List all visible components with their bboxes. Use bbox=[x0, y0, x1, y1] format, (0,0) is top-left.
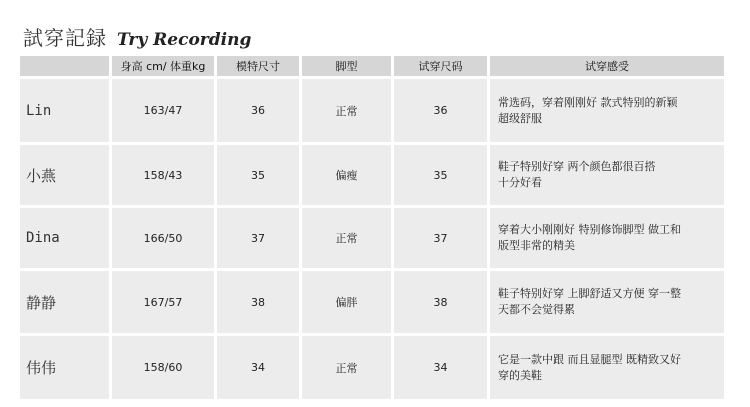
header-cell-model-size: 模特尺寸 bbox=[217, 56, 299, 76]
row-feeling: 鞋子特别好穿 上脚舒适又方便 穿一整 天都不会觉得累 bbox=[490, 271, 724, 333]
title-english: Try Recording bbox=[117, 30, 252, 50]
row-model-size: 35 bbox=[217, 145, 299, 205]
row-foot-type: 正常 bbox=[302, 79, 391, 142]
row-model-size: 38 bbox=[217, 271, 299, 333]
row-height-weight: 166/50 bbox=[112, 208, 214, 268]
row-height-weight: 167/57 bbox=[112, 271, 214, 333]
row-try-size: 34 bbox=[394, 336, 487, 399]
row-name: 小燕 bbox=[20, 145, 109, 205]
row-try-size: 36 bbox=[394, 79, 487, 142]
header-cell-try-size: 试穿尺码 bbox=[394, 56, 487, 76]
row-height-weight: 158/60 bbox=[112, 336, 214, 399]
row-model-size: 34 bbox=[217, 336, 299, 399]
row-feeling: 穿着大小刚刚好 特别修饰脚型 做工和 版型非常的精美 bbox=[490, 208, 724, 268]
row-try-size: 37 bbox=[394, 208, 487, 268]
row-feeling: 它是一款中跟 而且显腿型 既精致又好 穿的美鞋 bbox=[490, 336, 724, 399]
row-model-size: 36 bbox=[217, 79, 299, 142]
row-feeling: 鞋子特别好穿 两个颜色都很百搭 十分好看 bbox=[490, 145, 724, 205]
header-cell-feeling: 试穿感受 bbox=[490, 56, 724, 76]
row-try-size: 38 bbox=[394, 271, 487, 333]
row-foot-type: 偏瘦 bbox=[302, 145, 391, 205]
row-foot-type: 正常 bbox=[302, 336, 391, 399]
header-cell-foot-type: 脚型 bbox=[302, 56, 391, 76]
title-chinese: 試穿記録 bbox=[23, 26, 107, 50]
row-height-weight: 163/47 bbox=[112, 79, 214, 142]
row-name: 伟伟 bbox=[20, 336, 109, 399]
row-try-size: 35 bbox=[394, 145, 487, 205]
row-model-size: 37 bbox=[217, 208, 299, 268]
row-name: Dina bbox=[20, 208, 109, 268]
row-height-weight: 158/43 bbox=[112, 145, 214, 205]
row-foot-type: 偏胖 bbox=[302, 271, 391, 333]
header-cell-blank bbox=[20, 56, 109, 76]
row-name: 静静 bbox=[20, 271, 109, 333]
row-foot-type: 正常 bbox=[302, 208, 391, 268]
row-feeling: 常选码，穿着刚刚好 款式特别的新颖 超级舒服 bbox=[490, 79, 724, 142]
row-name: Lin bbox=[20, 79, 109, 142]
header-cell-height-weight: 身高 cm/ 体重kg bbox=[112, 56, 214, 76]
